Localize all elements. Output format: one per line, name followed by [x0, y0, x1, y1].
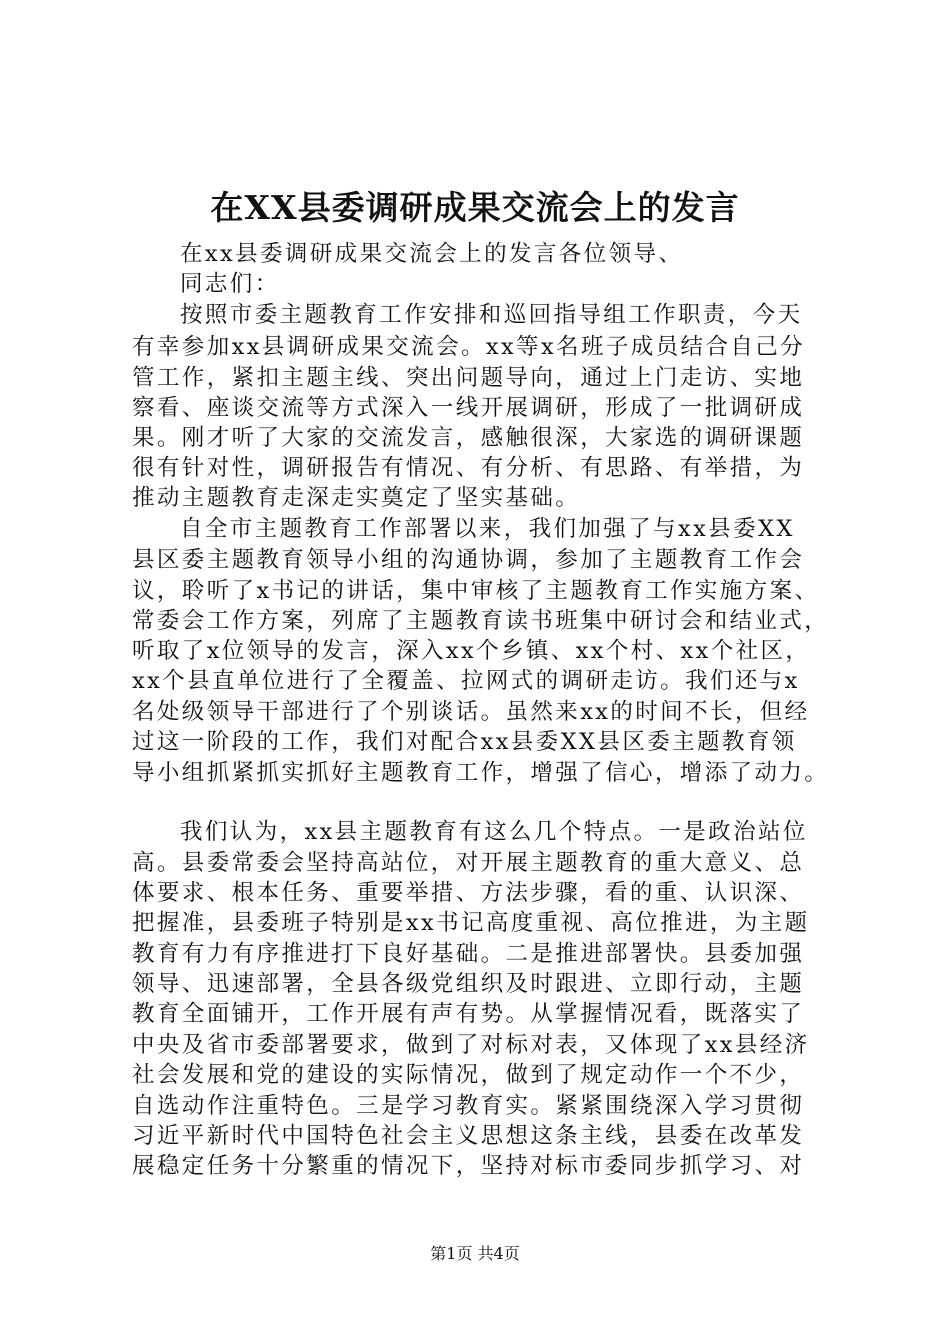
text-line: 按照市委主题教育工作安排和巡回指导组工作职责，今天: [180, 302, 803, 328]
text-line: 教育全面铺开，工作开展有声有势。从掌握情况看，既落实了: [132, 1001, 805, 1027]
page-number-footer: 第1页 共4页: [430, 1244, 520, 1263]
text-line: 把握准，县委班子特别是xx书记高度重视、高位推进，为主题: [132, 910, 810, 936]
text-line: xx个县直单位进行了全覆盖、拉网式的调研走访。我们还与x: [132, 668, 800, 694]
text-line: 教育有力有序推进打下良好基础。二是推进部署快。县委加强: [132, 941, 805, 967]
text-line: 社会发展和党的建设的实际情况，做到了规定动作一个不少，: [132, 1062, 805, 1088]
text-line: 察看、座谈交流等方式深入一线开展调研，形成了一批调研成: [132, 395, 805, 421]
document-title: 在XX县委调研成果交流会上的发言: [210, 188, 740, 227]
text-line: 常委会工作方案，列席了主题教育读书班集中研讨会和结业式，: [132, 608, 830, 634]
text-line: 推动主题教育走深走实奠定了坚实基础。: [132, 485, 581, 511]
text-line: 在xx县委调研成果交流会上的发言各位领导、: [180, 241, 684, 267]
text-line: 同志们：: [180, 271, 280, 297]
text-line: 体要求、根本任务、重要举措、方法步骤，看的重、认识深、: [132, 880, 805, 906]
text-line: 中央及省市委部署要求，做到了对标对表，又体现了xx县经济: [132, 1032, 810, 1058]
text-line: 听取了x位领导的发言，深入xx个乡镇、xx个村、xx个社区，: [132, 638, 811, 664]
text-line: 议，聆听了x书记的讲话，集中审核了主题教育工作实施方案、: [132, 578, 820, 604]
text-line: 果。刚才听了大家的交流发言，感触很深，大家选的调研课题: [132, 425, 805, 451]
text-line: 名处级领导干部进行了个别谈话。虽然来xx的时间不长，但经: [132, 699, 810, 725]
text-line: 我们认为，xx县主题教育有这么几个特点。一是政治站位: [180, 819, 808, 845]
text-line: 习近平新时代中国特色社会主义思想这条主线，县委在改革发: [132, 1123, 805, 1149]
text-line: 过这一阶段的工作，我们对配合xx县委XX县区委主题教育领: [132, 729, 797, 755]
text-line: 领导、迅速部署，全县各级党组织及时跟进、立即行动，主题: [132, 971, 805, 997]
text-line: 自选动作注重特色。三是学习教育实。紧紧围绕深入学习贯彻: [132, 1093, 805, 1119]
text-line: 管工作，紧扣主题主线、突出问题导向，通过上门走访、实地: [132, 365, 805, 391]
text-line: 展稳定任务十分繁重的情况下，坚持对标市委同步抓学习、对: [132, 1153, 805, 1179]
text-line: 县区委主题教育领导小组的沟通协调，参加了主题教育工作会: [132, 547, 805, 573]
text-line: 有幸参加xx县调研成果交流会。xx等x名班子成员结合自己分: [132, 334, 806, 360]
text-line: 很有针对性，调研报告有情况、有分析、有思路、有举措，为: [132, 455, 805, 481]
text-line: 自全市主题教育工作部署以来，我们加强了与xx县委XX: [180, 516, 795, 542]
text-line: 导小组抓紧抓实抓好主题教育工作，增强了信心，增添了动力。: [132, 760, 830, 786]
text-line: 高。县委常委会坚持高站位，对开展主题教育的重大意义、总: [132, 850, 805, 876]
